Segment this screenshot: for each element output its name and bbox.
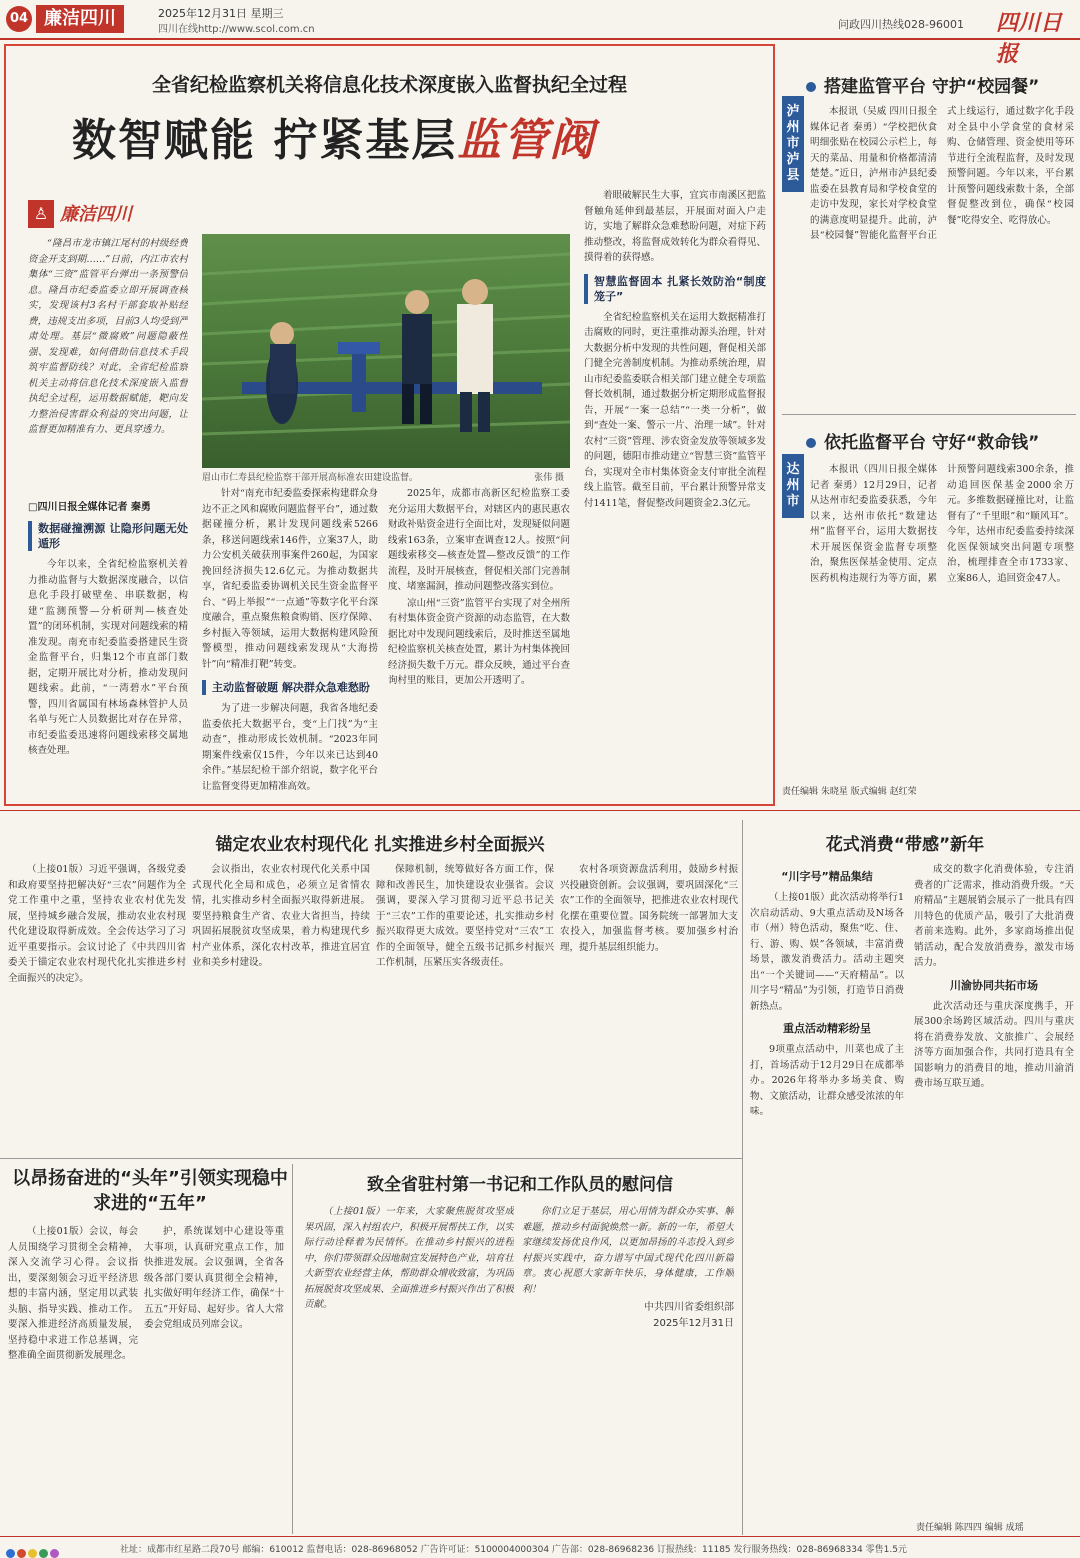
photo-caption: 眉山市仁寿县纪检监察干部开展高标准农田建设监督。 张伟 摄 <box>202 470 570 483</box>
header-rule <box>0 38 1080 40</box>
feature-kicker: 全省纪检监察机关将信息化技术深度嵌入监督执纪全过程 <box>151 74 627 96</box>
col1-text: 今年以来，全省纪检监察机关着力推动监督与大数据深度融合，以信息化手段打破壁垒、串联数据，构建“监测预警—分析研判—核查处置”的闭环机制，实现对问题线索的精准发现。南充市纪委监委搭建民生资金监督平台，归集12个市直部门数据，定期开展比对分析，推动发现问题线索。此前，“一湾碧水”平台预警，四川省属国有林场森林管护人员名单与死亡人员数据比对存在异常，市纪委监委迅速将问题线索移交属地核查处理。 <box>28 559 188 756</box>
mid-vertical-rule <box>742 820 743 1535</box>
sidebar-divider <box>782 414 1076 415</box>
mid-right-col-1: “川字号”精品集结 （上接01版）此次活动将举行1次启动活动、9大重点活动及N场各市（州）特色活动，聚焦“吃、住、行、游、购、娱”各领域，丰富消费场景，激发消费活力。活动主题突出“一个关键词——“天府精品”。以川字号“精品”为引领，打造节日消费新热点。 重点活动精彩纷呈 9项重点活动中，川菜也成了主打，首场活动于12月29日在成都举办。2026年将举办多场美食、购物、文旅活动，让群众感受浓浓的年味。 <box>750 870 904 1117</box>
subhead-1: 数据碰撞溯源 让隐形问题无处遁形 <box>28 521 188 551</box>
page-number: 04 <box>6 6 32 32</box>
mid-left-col-2: 会议指出，农业农村现代化关系中国式现代化全局和成色，必须立足省情农情，扎实推动乡村全面振兴取得新进展。要坚持粮食生产省、农业大省担当，持续巩固拓展脱贫攻坚成果，着力构建现代乡村产业体系，深化农村改革，推进宜居宜业和美乡村建设。 <box>192 864 370 968</box>
newspaper-logo: 四川日报 <box>996 10 1063 67</box>
sidebar-title-1: 搭建监管平台 守护“校园餐” <box>806 72 1039 97</box>
letter-col-2: 你们立足于基层，用心用情为群众办实事、解难题，推动乡村面貌焕然一新。新的一年，希望大家继续发扬优良作风，以更加昂扬的斗志投入到乡村振兴实践中，奋力谱写中国式现代化四川新篇章。衷心祝愿大家新年快乐，身体健康，工作顺利！ 中共四川省委组织部 2025年12月31日 <box>522 1206 734 1329</box>
letter-col-1: （上接01版）一年来，大家聚焦脱贫攻坚成果巩固，深入村组农户，积极开展帮扶工作，以实际行动诠释着为民情怀。在推动乡村振兴的进程中，你们带领群众因地制宜发展特色产业，培育壮大新型农业经营主体，帮助群众增收致富，为巩固拓展脱贫攻坚成果、全面推进乡村振兴作出了积极贡献。 <box>304 1206 514 1310</box>
subhead-2: 主动监督破题 解决群众急难愁盼 <box>202 680 378 695</box>
feature-col-1 <box>28 494 188 806</box>
col3b-text: 凉山州“三资”监管平台实现了对全州所有村集体资金资产资源的动态监管，在大数据比对中发现问题线索后，及时推送至属地纪检监察机关核查处置，累计为村集体挽回经济损失数千万元。群众反映，通过平台查询村里的账目，更加公开透明了。 <box>388 597 570 686</box>
subhead-3: 智慧监督固本 扎紧长效防治“制度笼子” <box>584 274 766 304</box>
section-name: 廉洁四川 <box>36 5 124 33</box>
photo-credit: 张伟 摄 <box>534 473 564 483</box>
hotline: 问政四川热线028-96001 <box>838 18 964 31</box>
letter-signature-date: 2025年12月31日 <box>653 1318 734 1329</box>
bottom-vertical-rule <box>292 1164 293 1534</box>
sidebar-article-1: 本报讯（吴威 四川日报全媒体记者 秦勇）“学校把伙食明细张贴在校园公示栏上，每天的菜品、用量和价格都清清楚楚。”近日，泸州市泸县纪委监委在县教育局和学校食堂的走访中发现，家长对学校食堂的满意度明显提升。此前，泸县“校园餐”智能化监督平台正式上线运行，通过数字化手段对全县中小学食堂的食材采购、仓储管理、资金使用等环节进行全流程监督，及时发现预警问题。今年以来，平台累计预警问题线索数十条，全部督促整改到位，确保“校园餐”吃得安全、吃得放心。 <box>810 106 1074 241</box>
brand-text: 廉洁四川 <box>60 204 132 225</box>
feature-col-3 <box>388 486 570 806</box>
city-tag-dazhou: 达州市 <box>782 454 804 518</box>
mid-headline-left: 锚定农业农村现代化 扎实推进乡村全面振兴 <box>215 835 545 855</box>
color-dot <box>50 1549 59 1558</box>
bottom-left-col-2: 护，系统谋划中心建设等重大事项，认真研究重点工作，加快推进发展。会议强调，全省各级各部门要认真贯彻全会精神，扎实做好明年经济工作，确保“十五五”开好局、起好步。省人大常委会党组成员列席会议。 <box>144 1226 284 1330</box>
mid-left-col-1: （上接01版）习近平强调，各级党委和政府要坚持把解决好“三农”问题作为全党工作重中之重，坚持农业农村优先发展，坚持城乡融合发展，推动农业农村现代化建设取得新成效。全会传达学习了习近平重要指示。会议讨论了《中共四川省委关于锚定农业农村现代化扎实推进乡村全面振兴的决定》。 <box>8 864 186 984</box>
footer-info: 社址：成都市红星路二段70号 邮编：610012 监督电话：028-86968052 广告许可证：5100004000304 广告部：028-86968236 订报热线：11185 发行服务热线：028-86968334 零售1.5元 <box>120 1545 907 1555</box>
color-dot <box>6 1549 15 1558</box>
headline-black: 数智赋能 拧紧基层 <box>72 115 458 166</box>
mid-left-col-3: 保障机制，统筹做好各方面工作，保障和改善民生，加快建设农业强省。会议强调，要深入学习贯彻习近平总书记关于“三农”工作的重要论述，扎实推动乡村振兴取得更大成效。要坚持党对“三农”工作的全面领导，健全五级书记抓乡村振兴工作机制，压紧压实各级责任。 <box>376 864 554 968</box>
issue-date: 2025年12月31日 星期三 <box>158 7 284 20</box>
mid-headline-right: 花式消费“带感”新年 <box>825 835 985 855</box>
mid-top-rule <box>0 810 1080 811</box>
right-sub-1: “川字号”精品集结 <box>781 870 873 883</box>
page-footer <box>0 1536 1080 1558</box>
color-dot <box>28 1549 37 1558</box>
mid-right-col-2: 成交的数字化消费体验，专注消费者的广泛需求，推动消费升级。“天府精品”主题展销会展示了一批具有四川特色的优质产品，吸引了大批消费者前来选购。此外，多家商场推出促销活动，配合发放消费券，激发市场活力。 川渝协同共拓市场 此次活动还与重庆深度携手，开展300余场跨区域活动。四川与重庆将在消费券发放、文旅推广、会展经济等方面加强合作，共同打造具有全国影响力的消费目的地，推动川渝消费市场互联互通。 <box>914 864 1074 1089</box>
col4b-text: 全省纪检监察机关在运用大数据精准打击腐败的同时，更注重推动源头治理，针对大数据分析中发现的共性问题，督促相关部门健全完善制度机制。为推动系统治理，眉山市纪委监委联合相关部门建立健全专项监督长效机制，通过数据分析定期形成监督报告，开展“一案一总结”“一类一分析”，做到“查处一案、警示一片、治理一域”。针对农村“三资”管理、涉农资金发放等领域多发的问题，德阳市推动建立“智慧三资”监管平台，实现对全市村集体资金支付审批全流程线上监管。截至目前，平台累计预警异常支付1411笔，督促整改问题资金2.3亿元。 <box>584 311 766 509</box>
page-header <box>0 0 1080 67</box>
sidebar-editors: 责任编辑 朱晓星 版式编辑 赵红荣 <box>782 787 917 797</box>
right-sub-3: 川渝协同共拓市场 <box>950 978 1038 992</box>
field-photo-illustration <box>202 234 570 468</box>
location-pin-icon <box>806 438 816 448</box>
website-link[interactable]: 四川在线http://www.scol.com.cn <box>158 24 315 35</box>
letter-signature-org: 中共四川省委组织部 <box>644 1302 734 1313</box>
right-editors: 责任编辑 陈四四 编辑 成瑶 <box>916 1523 1024 1533</box>
person-icon: ♙ <box>28 200 54 228</box>
mid-left-col-4: 农村各项资源盘活利用，鼓励乡村振兴投融资创新。会议强调，要巩固深化“三农”工作的全面领导，把推进农业农村现代化摆在重要位置。国务院统一部署加大支农投入，加强监督考核。要加强乡村治理，提升基层组织能力。 <box>560 864 738 953</box>
feature-photo <box>202 234 570 468</box>
color-dot <box>17 1549 26 1558</box>
location-pin-icon <box>806 82 816 92</box>
bottom-left-col-1: （上接01版）会议，每会人员围绕学习贯彻全会精神，深入交流学习心得。会议指出，要深刻领会习近平经济思想的丰富内涵，坚定用以武装头脑、指导实践、推动工作。要深入推进经济高质量发展，坚持稳中求进工作总基调，完整准确全面贯彻新发展理念。 <box>8 1226 138 1361</box>
feature-col-2 <box>202 486 378 806</box>
bottom-headline-mid: 致全省驻村第一书记和工作队员的慰问信 <box>367 1175 673 1195</box>
feature-col-4 <box>584 188 766 806</box>
feature-headline <box>72 104 595 168</box>
col3-text: 2025年，成都市高新区纪检监察工委充分运用大数据平台，对辖区内的惠民惠农财政补贴资金进行全面比对，发现疑似问题线索163条，立案审查调查12人。按照“问题线索移交—核查处置—整改反馈”的工作流程，及时开展核查，督促相关部门完善制度、堵塞漏洞，推动问题整改落实到位。 <box>388 488 570 592</box>
col4-text: 着眼破解民生大事，宜宾市南溪区把监督触角延伸到最基层，开展面对面入户走访，实地了解群众急难愁盼问题，对症下药推动整改，将监督成效转化为群众看得见、摸得着的获得感。 <box>584 190 766 263</box>
col2-text: 针对“南充市纪委监委探索构建群众身边不正之风和腐败问题监督平台”，通过数据碰撞分析，累计发现问题线索5266条，移送问题线索146件，立案37人，助力公安机关破获刑事案件260起，为国家挽回经济损失12.6亿元。为推动数据共享，省纪委监委协调机关民生资金监督平台、“码上举报”“一点通”等数字化平台深度融合，重点聚焦粮食购销、医疗保障、乡村振入等领域，运用大数据构建风险预警模型，推动问题线索发现从“大海捞针”向“精准打靶”转变。 <box>202 488 378 670</box>
color-dot <box>39 1549 48 1558</box>
sidebar-article-2: 本报讯（四川日报全媒体记者 秦勇）12月29日，记者从达州市纪委监委获悉，今年以来，达州市依托“数建达州”监督平台，运用大数据技术开展医保资金监督专项整治，聚焦医保基金使用、定点医药机构违规行为等方面，累计预警问题线索300余条，推动追回医保基金2000余万元。多维数据碰撞比对，让监督有了“千里眼”和“顺风耳”。今年，达州市纪委监委持续深化医保领域突出问题专项整治，梳理排查全市1733家、立案86人，追回资金47人。 <box>810 464 1074 584</box>
byline: □四川日报全媒体记者 秦勇 <box>28 502 151 513</box>
feature-box <box>4 44 775 806</box>
feature-intro: “隆昌市龙市镇江尾村的村级经费资金开支到期……”日前，内江市农村集体“三资”监管平台弹出一条预警信息。隆昌市纪委监委立即开展调查核实，发现该村3名村干部套取补贴经费，违规支出多项，目前3人均受到严肃处理。基层“微腐败”问题隐蔽性强、发现难，如何借助信息技术手段筑牢监督防线？对此，全省纪检监察机关主动将信息化技术深度嵌入监督执纪全过程，运用数据赋能，靶向发力整治侵害群众利益的突出问题，让监督更加精准有力、更具穿透力。 <box>28 238 188 435</box>
color-dots <box>6 1543 61 1558</box>
brand-badge <box>28 198 158 232</box>
headline-red: 监管阀 <box>457 115 596 166</box>
col2b-text: 为了进一步解决问题，我省各地纪委监委依托大数据平台，变“上门找”为“主动查”，推动形成长效机制。“2023年同期案件线索仅15件，今年以来已达到40余件。”基层纪检干部介绍说，数字化平台让监督变得更加精准高效。 <box>202 703 378 792</box>
right-sub-2: 重点活动精彩纷呈 <box>783 1022 871 1035</box>
bottom-headline-left: 以昂扬奋进的“头年”引领实现稳中求进的“五年” <box>12 1168 288 1214</box>
bottom-top-rule <box>0 1158 742 1159</box>
city-tag-luzhou: 泸州市泸县 <box>782 96 804 192</box>
sidebar-title-2: 依托监督平台 守好“救命钱” <box>806 428 1039 453</box>
